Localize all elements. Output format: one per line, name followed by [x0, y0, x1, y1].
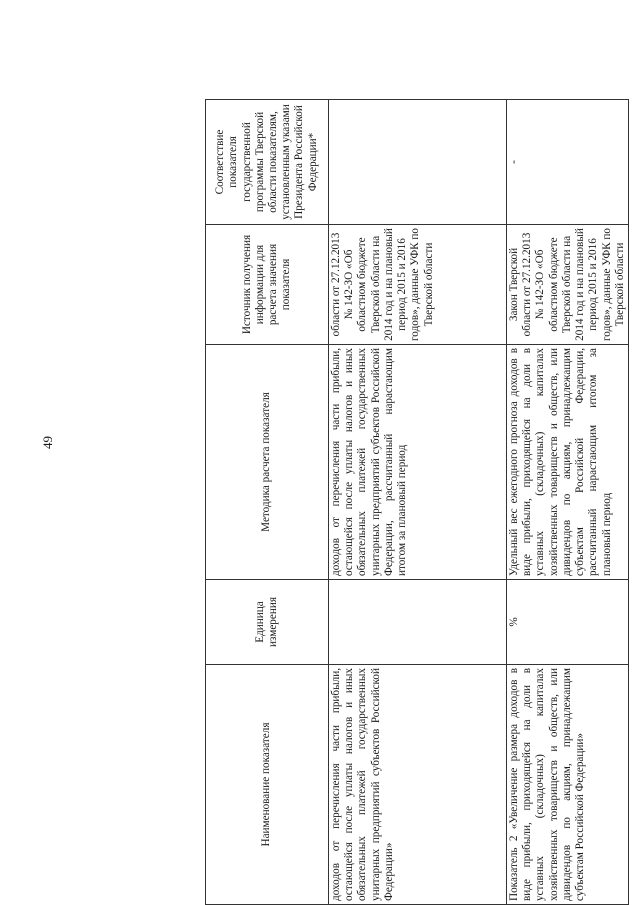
- rotated-table-container: [205, 100, 626, 905]
- table-header-row: [206, 100, 329, 905]
- table-row: [507, 100, 629, 905]
- cell-method: доходов от перечисления части прибыли, остающейся после уплаты налогов и иных обязательных платежей государственных унитарных предприятий субъектов Российской Федерации, рассчитанный нарастающим итогом за плановый период: [329, 345, 507, 580]
- cell-indicator-name: Показатель 2 «Увеличение размера доходов в виде прибыли, приходящейся на доли в уставных (складочных) капиталах хозяйственных товариществ и обществ, или дивидендов по акциям, принадлежащим субъектам Российской Федерации»: [507, 665, 629, 905]
- cell-method: Удельный вес ежегодного прогноза доходов в виде прибыли, приходящейся на доли в уставных (складочных) капиталах хозяйственных товариществ и обществ, или дивидендов по акциям, принадлежащим субъектам Российской Федерации, рассчитанный нарастающим итогом за плановый период: [507, 345, 629, 580]
- header-compliance: Соответствие показателя государственной программы Тверской области показателям, установленным указами Президента Российской Федерации*: [206, 100, 329, 225]
- cell-source: Закон Тверской области от 27.12.2013 № 142-ЗО «Об областном бюджете Тверской области на 2014 год и на плановый период 2015 и 2016 годов», данные УФК по Тверской области: [507, 225, 629, 345]
- header-method: Методика расчета показателя: [206, 345, 329, 580]
- cell-unit: %: [507, 580, 629, 665]
- indicators-table: [205, 99, 629, 905]
- cell-compliance: [329, 100, 507, 225]
- cell-source: области от 27.12.2013 № 142-ЗО «Об областном бюджете Тверской области на 2014 год и на плановый период 2015 и 2016 годов», данные УФК по Тверской области: [329, 225, 507, 345]
- page-number: 49: [40, 436, 55, 449]
- header-source: Источник получения информации для расчета значения показателя: [206, 225, 329, 345]
- cell-unit: [329, 580, 507, 665]
- header-unit: Единица измерения: [206, 580, 329, 665]
- cell-compliance: -: [507, 100, 629, 225]
- cell-indicator-name: доходов от перечисления части прибыли, остающейся после уплаты налогов и иных обязательных платежей государственных унитарных предприятий субъектов Российской Федерации»: [329, 665, 507, 905]
- header-indicator-name: Наименование показателя: [206, 665, 329, 905]
- table-row: [329, 100, 507, 905]
